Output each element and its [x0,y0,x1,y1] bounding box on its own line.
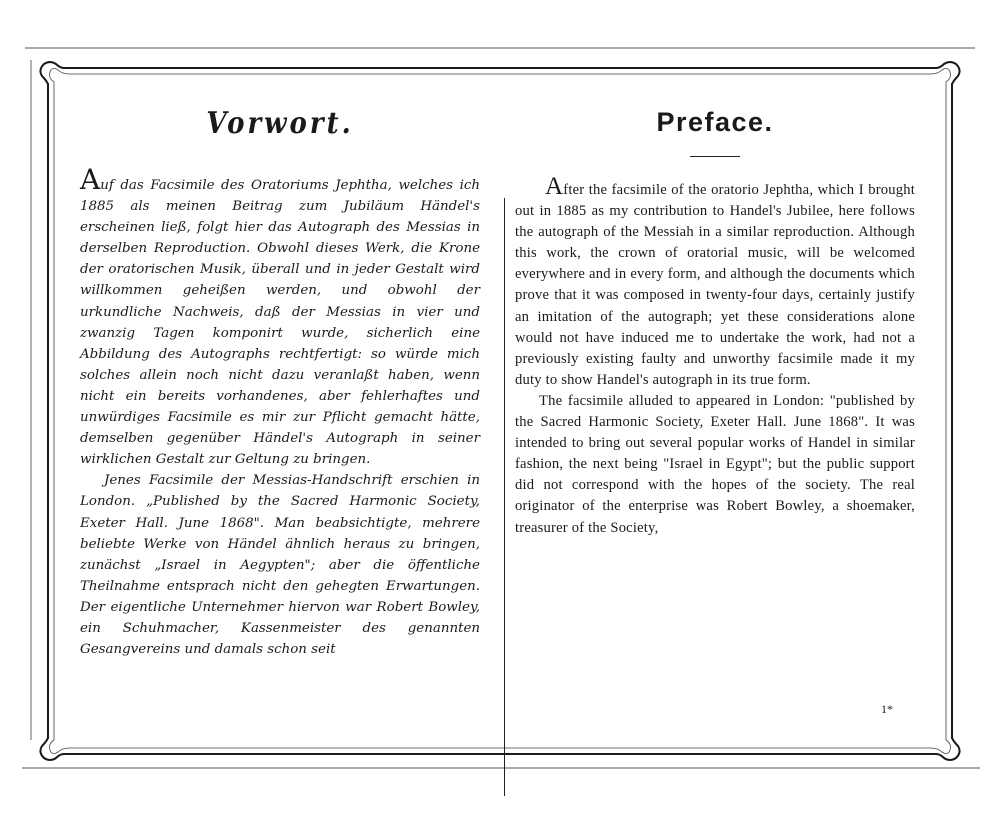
german-heading: Vorwort. [206,106,354,142]
german-dropcap: A [80,163,101,196]
english-body [515,173,915,539]
english-column [515,90,915,716]
english-paragraph: After the facsimile of the oratorio Jephtha, which I brought out in 1885 as my contribution to Handel's Jubilee, here follows the autograph of the Messiah in a similar reproduction. Although this work, the crown of oratorial music, will be welcomed everywhere and in every form, and although the documents which prove that it was composed in twenty-four days, certainly justify an imitation of the autograph; yet these considerations alone would not have induced me to undertake the work, had not a previously existing faulty and unworthy facsimile made it my duty to show Handel's autograph in its true form. [515,173,915,388]
english-dropcap: A [545,173,564,200]
page-number: 1* [881,702,893,716]
english-paragraph: The facsimile alluded to appeared in London: "published by the Sacred Harmonic Society, Exeter Hall. June 1868". It was intended to bring out several popular works of Handel in similar fashion, the next being "Israel in Egypt"; but the public support did not correspond with the hopes of the society. The real originator of the enterprise was Robert Bowley, a shoemaker, treasurer of the Society, [515,392,915,536]
column-divider [504,198,505,796]
german-body [80,163,480,660]
german-paragraph: Auf das Facsimile des Oratoriums Jephtha, welches ich 1885 als meinen Beitrag zum Jubiläum Händel's erscheinen ließ, folgt hier das Autograph des Messias in derselben Reproduction. Obwohl dieses Werk, die Krone der oratorischen Musik, überall und in jeder Gestalt wird willkommen geheißen werden, und obwohl der urkundliche Nachweis, daß der Messias in vier und zwanzig Tagen komponirt wurde, sicherlich eine Abbildung des Autographs rechtfertigt: so würde mich solches allein noch nicht dazu veranlaßt haben, wenn nicht ein bereits vorhandenes, aber fehlerhaftes und unwürdiges Facsimile es mir zur Pflicht gemacht hätte, demselben gegenüber Händel's Autograph in seiner wirklichen Gestalt zur Geltung zu bringen. [80,163,480,468]
german-paragraph: Jenes Facsimile der Messias-Handschrift erschien in London. „Published by the Sacred Harmonic Society, Exeter Hall. June 1868". Man beabsichtigte, mehrere beliebte Werke von Händel ähnlich heraus zu bringen, zunächst „Israel in Aegypten"; aber die öffentliche Theilnahme entsprach nicht den gehegten Erwartungen. Der eigentliche Unternehmer hiervon war Robert Bowley, ein Schuhmacher, Kassenmeister des genannten Gesangvereins und damals schon seit [80,473,480,658]
heading-rule [690,156,740,157]
english-heading: Preface. [656,107,774,137]
document-page [60,90,940,720]
german-column [80,90,480,660]
